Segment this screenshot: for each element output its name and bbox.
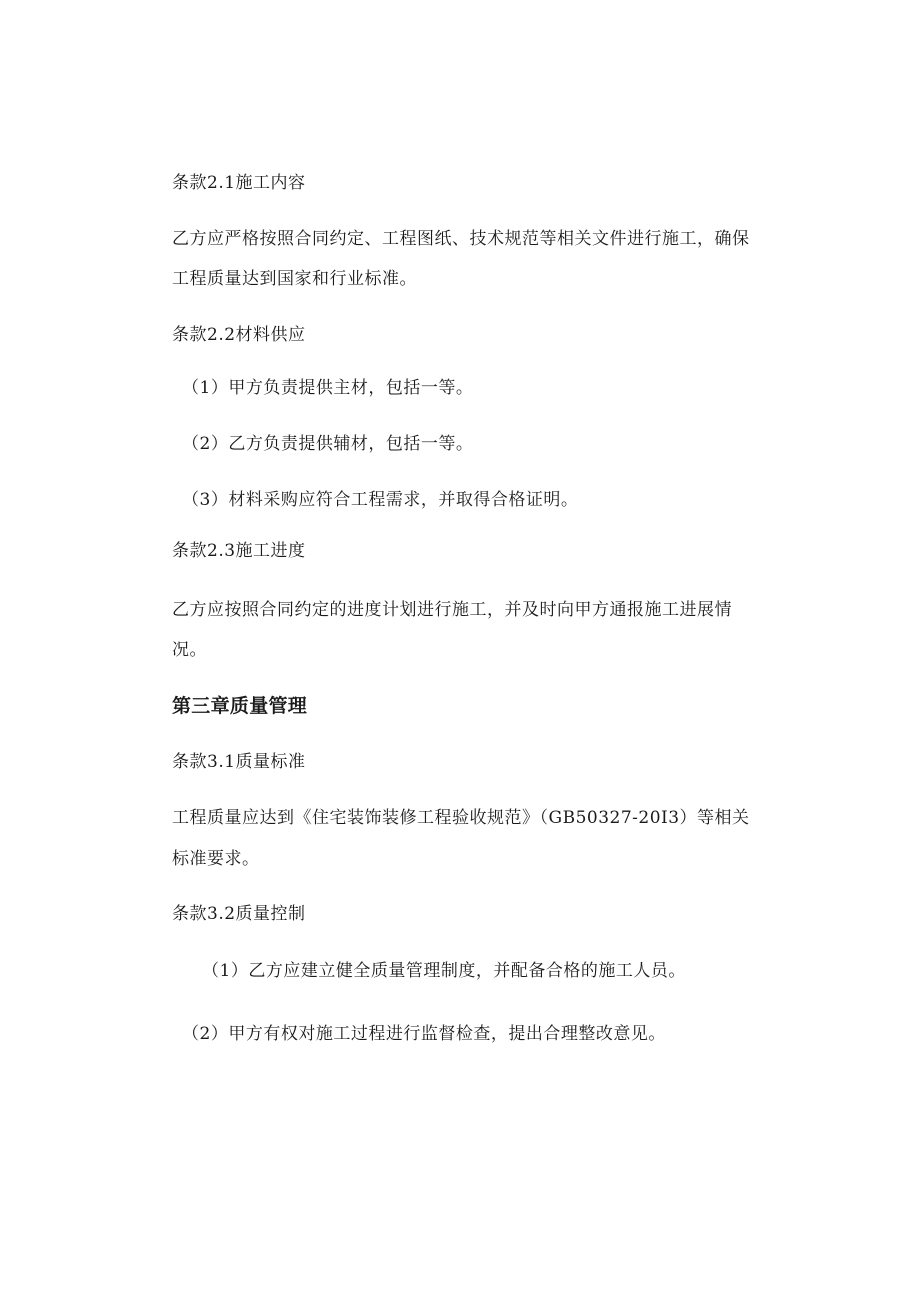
clause-2-1-body-line1: 乙方应严格按照合同约定、工程图纸、技术规范等相关文件进行施工，确保 (172, 229, 750, 249)
clause-2-3-body-line2: 况。 (172, 640, 207, 660)
clause-3-1-body-line2: 标准要求。 (172, 849, 260, 869)
clause-2-2-title: 条款2.2材料供应 (172, 325, 306, 345)
clause-3-2-item-1: （1）乙方应建立健全质量管理制度，并配备合格的施工人员。 (202, 961, 686, 981)
clause-2-2-item-3: （3）材料采购应符合工程需求，并取得合格证明。 (182, 490, 579, 510)
clause-2-3-title: 条款2.3施工进度 (172, 541, 306, 561)
clause-2-1-body-line2: 工程质量达到国家和行业标准。 (172, 269, 417, 289)
clause-3-1-title: 条款3.1质量标准 (172, 752, 306, 772)
chapter-3-title: 第三章质量管理 (172, 695, 308, 717)
clause-2-3-body-line1: 乙方应按照合同约定的进度计划进行施工，并及时向甲方通报施工进展情 (172, 600, 732, 620)
clause-2-2-item-1: （1）甲方负责提供主材，包括一等。 (182, 378, 474, 398)
clause-3-1-body-line1: 工程质量应达到《住宅装饰装修工程验收规范》（GB50327-20I3）等相关 (172, 808, 750, 828)
clause-3-2-item-2: （2）甲方有权对施工过程进行监督检查，提出合理整改意见。 (182, 1024, 666, 1044)
clause-2-2-item-2: （2）乙方负责提供辅材，包括一等。 (182, 434, 474, 454)
clause-2-1-title: 条款2.1施工内容 (172, 173, 306, 193)
clause-3-2-title: 条款3.2质量控制 (172, 904, 306, 924)
